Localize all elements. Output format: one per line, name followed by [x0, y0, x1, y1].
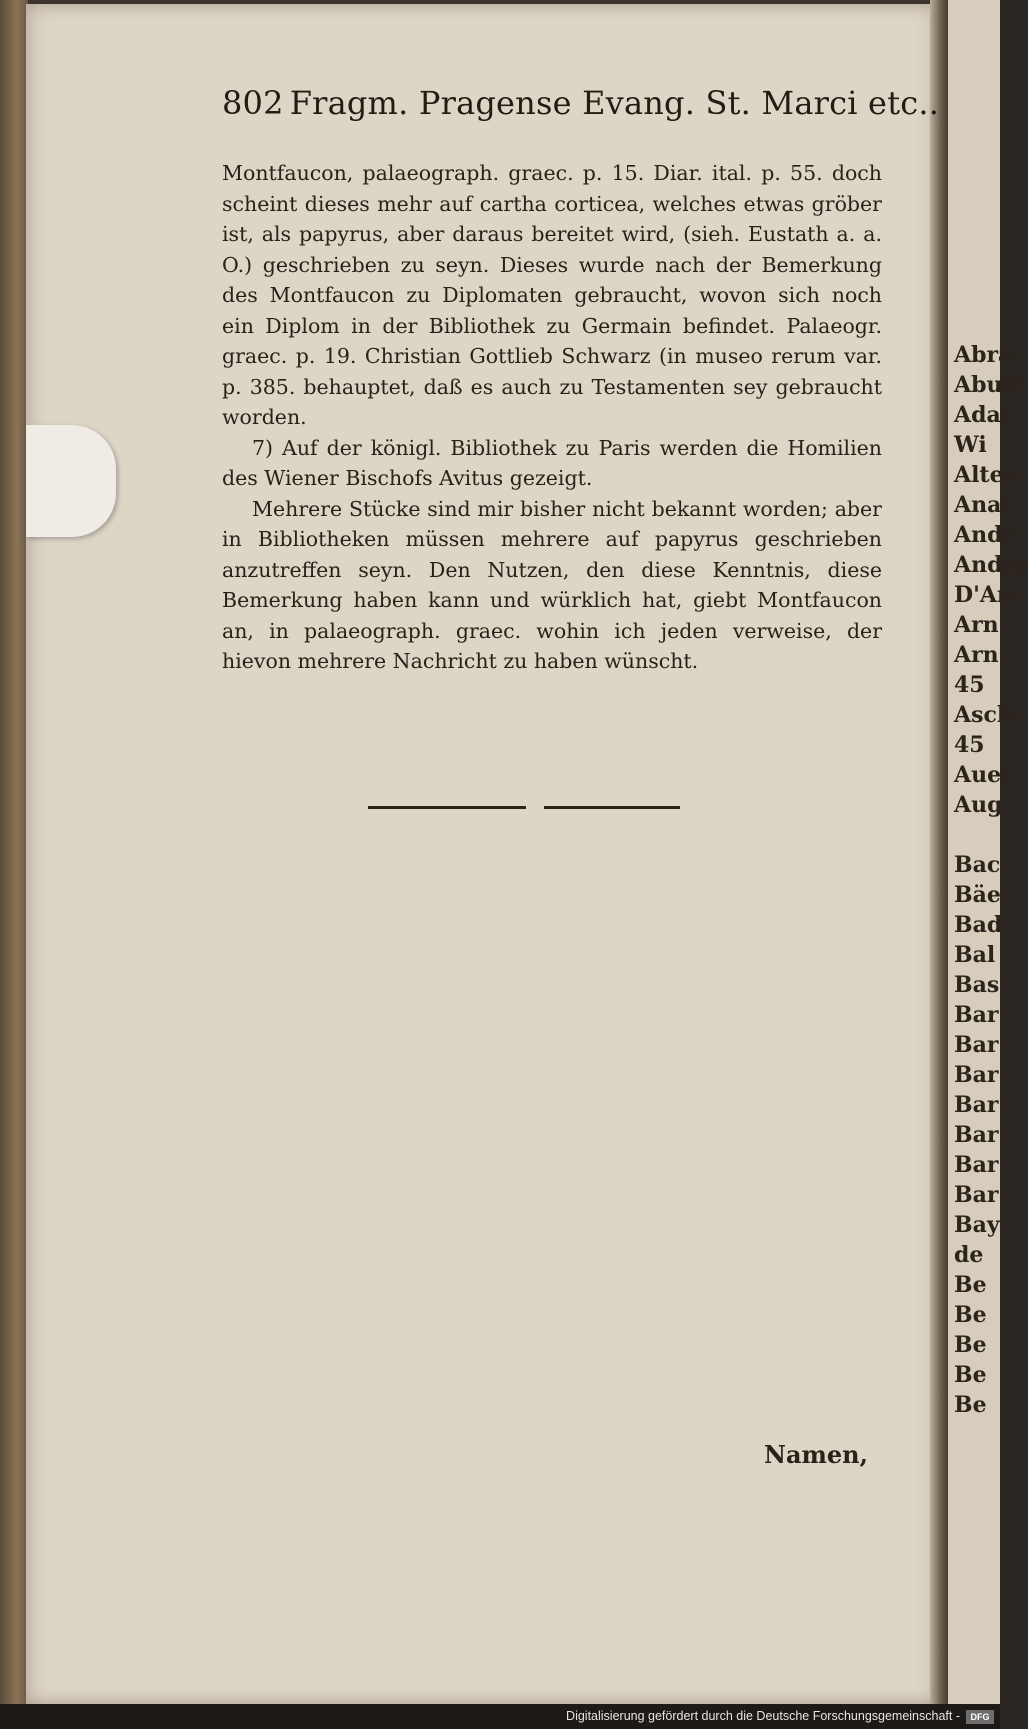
book-edge-left	[0, 0, 28, 1729]
adjacent-line: Asch	[954, 702, 1013, 728]
running-header	[222, 84, 940, 122]
adjacent-line: Andre	[954, 552, 1028, 578]
adjacent-line: Abulf	[954, 372, 1021, 398]
adjacent-line: Bar	[954, 1122, 999, 1148]
adjacent-line: Bar	[954, 1032, 999, 1058]
header-title: Fragm. Pragense Evang. St. Marci etc..	[289, 84, 940, 122]
adjacent-line: 45	[954, 732, 985, 758]
paragraph-3: Mehrere Stücke sind mir bisher nicht bekannt worden; aber in Bibliotheken müssen mehrere auf papyrus geschrieben anzutreffen seyn. Den Nutzen, den diese Kenntnis, diese Bemerkung haben kann und würklich hat, giebt Montfaucon an, in palaeograph. graec. wohin ich jeden verweise, der hievon mehrere Nachricht zu haben wünscht.	[222, 496, 882, 673]
paragraph-2: 7) Auf der königl. Bibliothek zu Paris werden die Homilien des Wiener Bischofs Avitus gezeigt.	[222, 435, 882, 490]
adjacent-line: Wi	[954, 432, 987, 458]
footer-bar	[0, 1704, 1000, 1729]
page-marker-tab	[26, 425, 116, 537]
adjacent-line: Bar	[954, 1062, 999, 1088]
adjacent-line: Be	[954, 1302, 987, 1328]
adjacent-page	[948, 0, 1028, 1704]
adjacent-line	[948, 820, 1000, 850]
footer-credit: Digitalisierung gefördert durch die Deutsche Forschungsgemeinschaft -	[566, 1709, 960, 1723]
adjacent-line: Adar	[954, 402, 1013, 428]
adjacent-line: Auer	[954, 762, 1013, 788]
adjacent-line: D'An	[954, 582, 1013, 608]
adjacent-line: Andr	[954, 522, 1015, 548]
adjacent-line: Bar	[954, 1002, 999, 1028]
section-rule-right	[544, 806, 680, 809]
adjacent-line: Be	[954, 1272, 987, 1298]
adjacent-line: Bar	[954, 1092, 999, 1118]
adjacent-line: Arn	[954, 642, 999, 668]
adjacent-line: Bac	[954, 852, 1001, 878]
adjacent-line: Bar	[954, 1182, 999, 1208]
adjacent-line: Anal	[954, 492, 1010, 518]
adjacent-line: Bar	[954, 1152, 999, 1178]
adjacent-line: Abra	[954, 342, 1013, 368]
page-number: 802	[222, 84, 284, 122]
adjacent-line: Aug	[954, 792, 1003, 818]
adjacent-line: Bad	[954, 912, 1003, 938]
adjacent-line: Bas	[954, 972, 1000, 998]
adjacent-line: Alter	[954, 462, 1016, 488]
adjacent-line: 45	[954, 672, 985, 698]
paragraph-1: Montfaucon, palaeograph. graec. p. 15. Diar. ital. p. 55. doch scheint dieses mehr auf cartha corticea, welches etwas gröber ist, als papyrus, aber daraus bereitet wird, (sieh. Eustath a. a. O.) geschrieben zu seyn. Dieses wurde nach der Bemerkung des Montfaucon zu Diplomaten gebraucht, wovon sich noch ein Diplom in der Bibliothek zu Germain befindet. Palaeogr. graec. p. 19. Christian Gottlieb Schwarz (in museo rerum var. p. 385. behauptet, daß es auch zu Testamenten sey gebraucht worden.	[222, 161, 882, 429]
section-rule-left	[368, 806, 526, 809]
dfg-logo: DFG	[966, 1710, 994, 1724]
adjacent-line: Bal	[954, 942, 996, 968]
adjacent-line: Be	[954, 1332, 987, 1358]
adjacent-page-lines	[948, 340, 1028, 1420]
adjacent-line: Arn	[954, 612, 999, 638]
adjacent-line: de	[954, 1242, 984, 1268]
adjacent-line: Bay	[954, 1212, 1000, 1238]
catchword: Namen,	[764, 1440, 868, 1469]
body-text	[222, 158, 882, 677]
adjacent-line: Be	[954, 1362, 987, 1388]
adjacent-line: Bäe	[954, 882, 1001, 908]
adjacent-line: Be	[954, 1392, 987, 1418]
